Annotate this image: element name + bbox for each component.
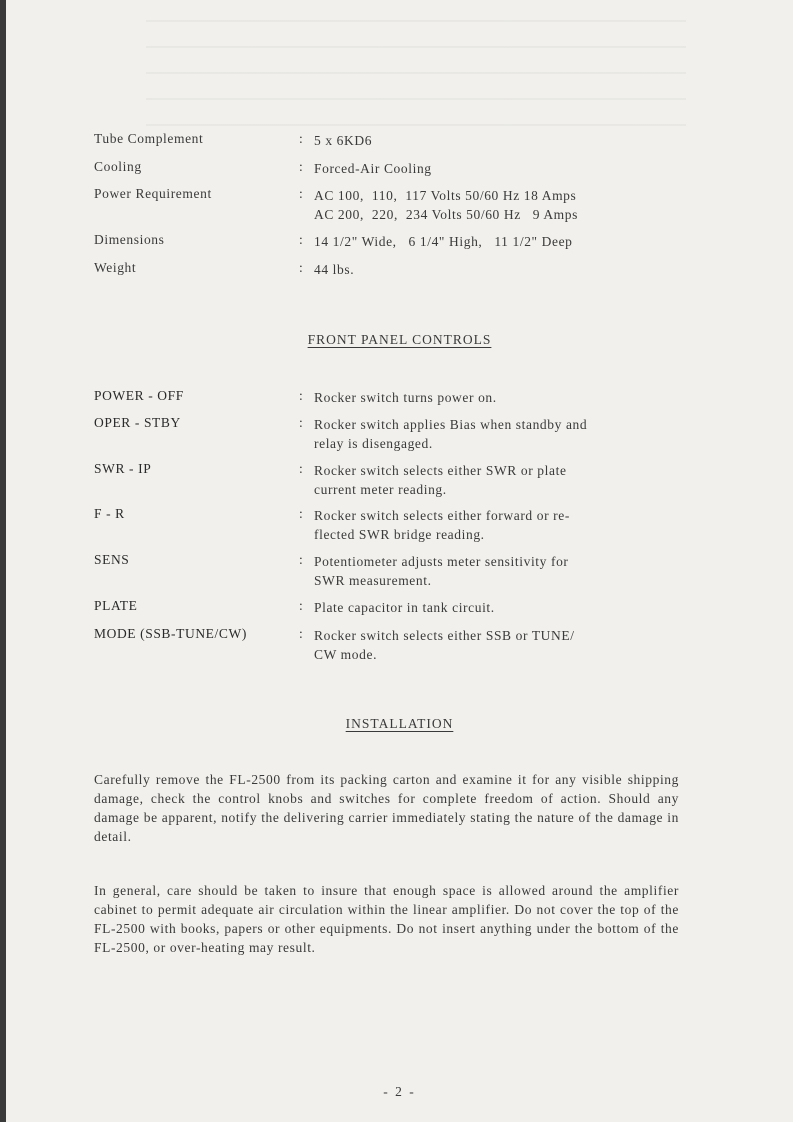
control-value: Rocker switch selects either SWR or plate current meter reading. [314, 463, 567, 497]
control-value: Rocker switch selects either SSB or TUNE/ CW mode. [314, 628, 575, 662]
control-label: POWER - OFF [94, 388, 184, 403]
page-number: - 2 - [383, 1084, 416, 1099]
control-value: Rocker switch selects either forward or re- flected SWR bridge reading. [314, 508, 570, 542]
control-label: SENS [94, 552, 130, 567]
spec-colon: : [299, 186, 304, 201]
spec-label: Power Requirement [94, 186, 212, 201]
control-colon: : [299, 388, 304, 403]
spec-value: AC 100, 110, 117 Volts 50/60 Hz 18 Amps AC 200, 220, 234 Volts 50/60 Hz 9 Amps [314, 188, 578, 222]
installation-paragraph-2: In general, care should be taken to insure that enough space is allowed around the amplifier cabinet to permit adequate air circulation within the linear amplifier. Do not cover the top of the FL-2500 with books, papers or other equipments. Do not insert anything under the bottom of the FL-2500, or over-heating may result. [94, 883, 679, 955]
spec-value: 5 x 6KD6 [314, 133, 373, 148]
control-colon: : [299, 506, 304, 521]
control-label: MODE (SSB-TUNE/CW) [94, 626, 247, 641]
control-label: F - R [94, 506, 125, 521]
spec-colon: : [299, 232, 304, 247]
installation-heading: INSTALLATION [345, 716, 454, 731]
control-colon: : [299, 598, 304, 613]
control-label: SWR - IP [94, 461, 152, 476]
spec-label: Weight [94, 260, 137, 275]
installation-paragraph-1: Carefully remove the FL-2500 from its packing carton and examine it for any visible shipping damage, check the control knobs and switches for complete freedom of action. Should any damage be apparent, notify the delivering carrier immediately stating the nature of the damage in detail. [94, 772, 679, 844]
front-panel-heading: FRONT PANEL CONTROLS [307, 332, 492, 347]
spec-colon: : [299, 131, 304, 146]
control-label: OPER - STBY [94, 415, 181, 430]
control-value: Plate capacitor in tank circuit. [314, 600, 495, 615]
spec-label: Cooling [94, 159, 142, 174]
control-value: Potentiometer adjusts meter sensitivity for SWR measurement. [314, 554, 569, 588]
control-colon: : [299, 626, 304, 641]
spec-label: Dimensions [94, 232, 165, 247]
spec-value: 14 1/2" Wide, 6 1/4" High, 11 1/2" Deep [314, 234, 573, 249]
control-value: Rocker switch applies Bias when standby and relay is disengaged. [314, 417, 588, 451]
control-label: PLATE [94, 598, 138, 613]
spec-value: Forced-Air Cooling [314, 161, 432, 176]
control-colon: : [299, 552, 304, 567]
spec-value: 44 lbs. [314, 262, 355, 277]
control-colon: : [299, 415, 304, 430]
control-colon: : [299, 461, 304, 476]
document-page [6, 0, 793, 1122]
spec-label: Tube Complement [94, 131, 204, 146]
control-value: Rocker switch turns power on. [314, 390, 497, 405]
show-through-texture [146, 20, 686, 130]
spec-colon: : [299, 159, 304, 174]
spec-colon: : [299, 260, 304, 275]
